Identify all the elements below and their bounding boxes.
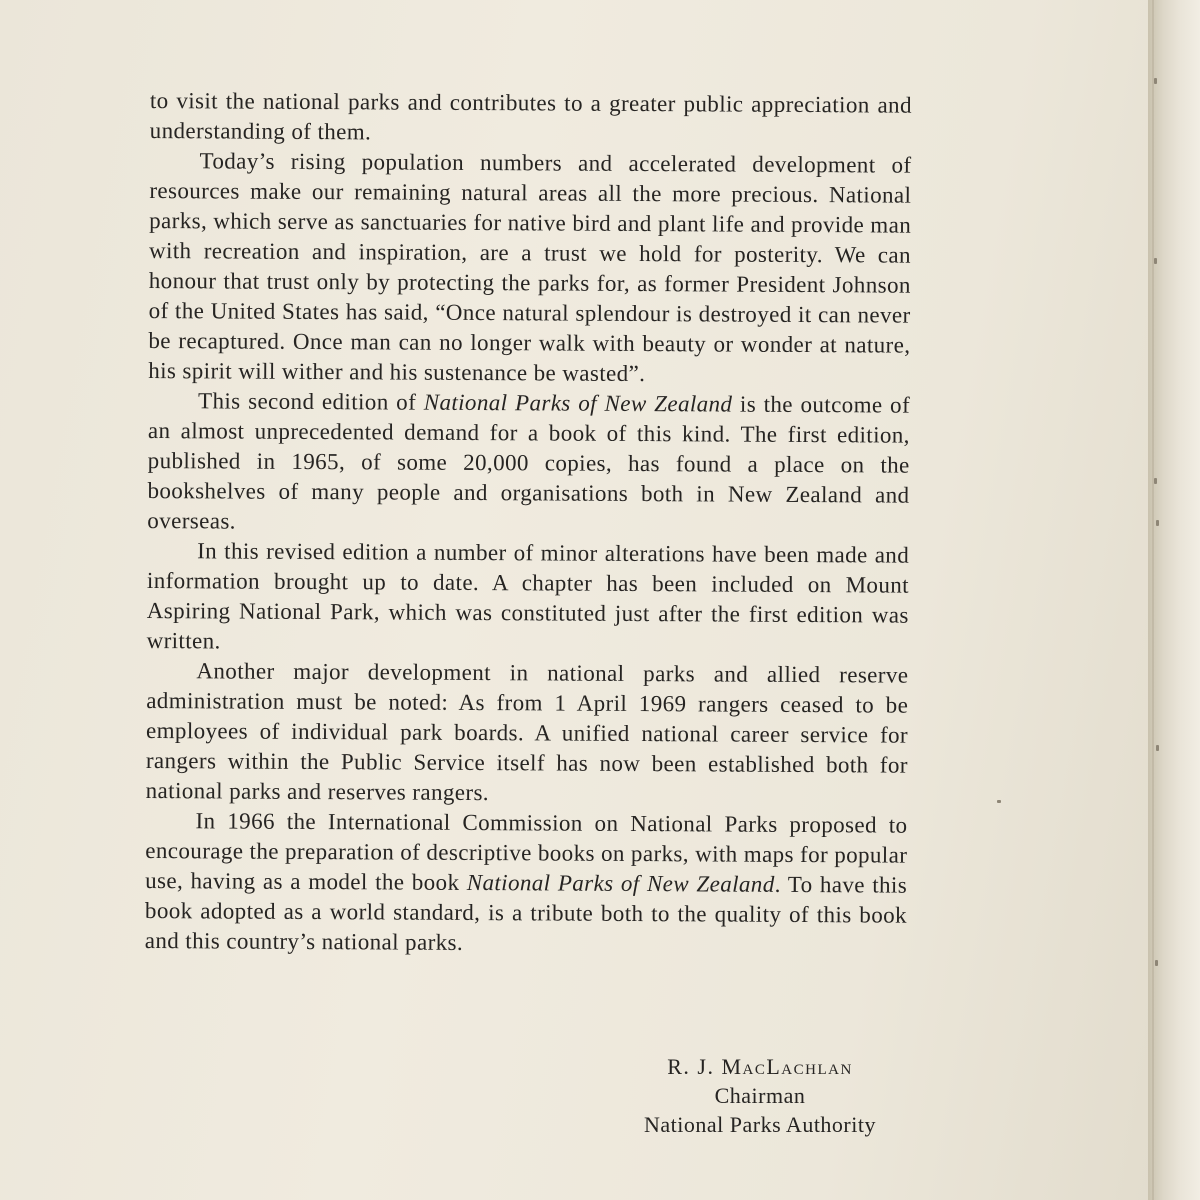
paragraph-text: Today’s rising population numbers and accelerated development of resources make our remaining natural areas all the more precious. National parks, which serve as sanctuaries for native bird and plant life and provide man with recreation and inspiration, are a trust we hold for posterity. We can honour that trust only by protecting the parks for, as former President Johnson of the United States has said, “Once natural splendour is destroyed it can never be recaptured. Once man can no longer walk with beauty or wonder at nature, his spirit will wither and his sustenance be wasted”. xyxy=(148,148,912,387)
paragraph xyxy=(148,146,911,391)
paragraph xyxy=(150,86,912,151)
signatory-initials: R. J. xyxy=(667,1054,722,1079)
paper-speck xyxy=(1156,745,1159,751)
signatory-role: Chairman xyxy=(714,1083,806,1108)
paper-speck xyxy=(1154,258,1157,264)
paper-speck xyxy=(997,800,1001,803)
paragraph-text: In 1966 the International Commission on National Parks proposed to encourage the preparation of descriptive books on parks, with maps for popular use, having as a model the book xyxy=(145,808,908,895)
paragraph-text: In this revised edition a number of minor alterations have been made and information brought up to date. A chapter has been included on Mount Aspiring National Park, which was constituted just after the first edition was written. xyxy=(146,538,910,654)
page-edge xyxy=(1148,0,1200,1200)
book-title-italic: National Parks of New Zealand xyxy=(423,389,733,417)
signatory-surname: MacLachlan xyxy=(721,1054,853,1079)
signatory-name xyxy=(610,1052,910,1081)
paragraph xyxy=(145,806,908,961)
paragraph-text: Another major development in national parks and allied reserve administration must be noted: As from 1 April 1969 rangers ceased to be employees of individual park boards. A unified national career service for rangers within the Public Service itself has now been established both for national parks and reserves rangers. xyxy=(145,658,909,806)
paper-speck xyxy=(1155,960,1158,966)
paragraph xyxy=(147,386,910,541)
body-text xyxy=(145,86,912,961)
book-title-italic: National Parks of New Zealand xyxy=(466,869,775,897)
paragraph-text: . To have this book adopted as a world standard, is a tribute both to the quality of this book and this country’s national parks. xyxy=(144,871,908,955)
signatory-organisation: National Parks Authority xyxy=(644,1112,876,1137)
paper-speck xyxy=(1154,78,1157,84)
paper-speck xyxy=(1154,478,1157,484)
paper-speck xyxy=(1156,520,1159,526)
paragraph-text: is the outcome of an almost unprecedented demand for a book of this kind. The first edition, published in 1965, of some 20,000 copies, has found a place on the bookshelves of many people and organisations both in New Zealand and overseas. xyxy=(147,391,911,534)
paragraph xyxy=(146,656,909,811)
paragraph-text: This second edition of xyxy=(198,388,424,415)
signature-block xyxy=(610,1052,910,1139)
paragraph xyxy=(147,536,910,661)
paragraph-text: to visit the national parks and contributes to a greater public appreciation and understanding of them. xyxy=(149,87,912,145)
